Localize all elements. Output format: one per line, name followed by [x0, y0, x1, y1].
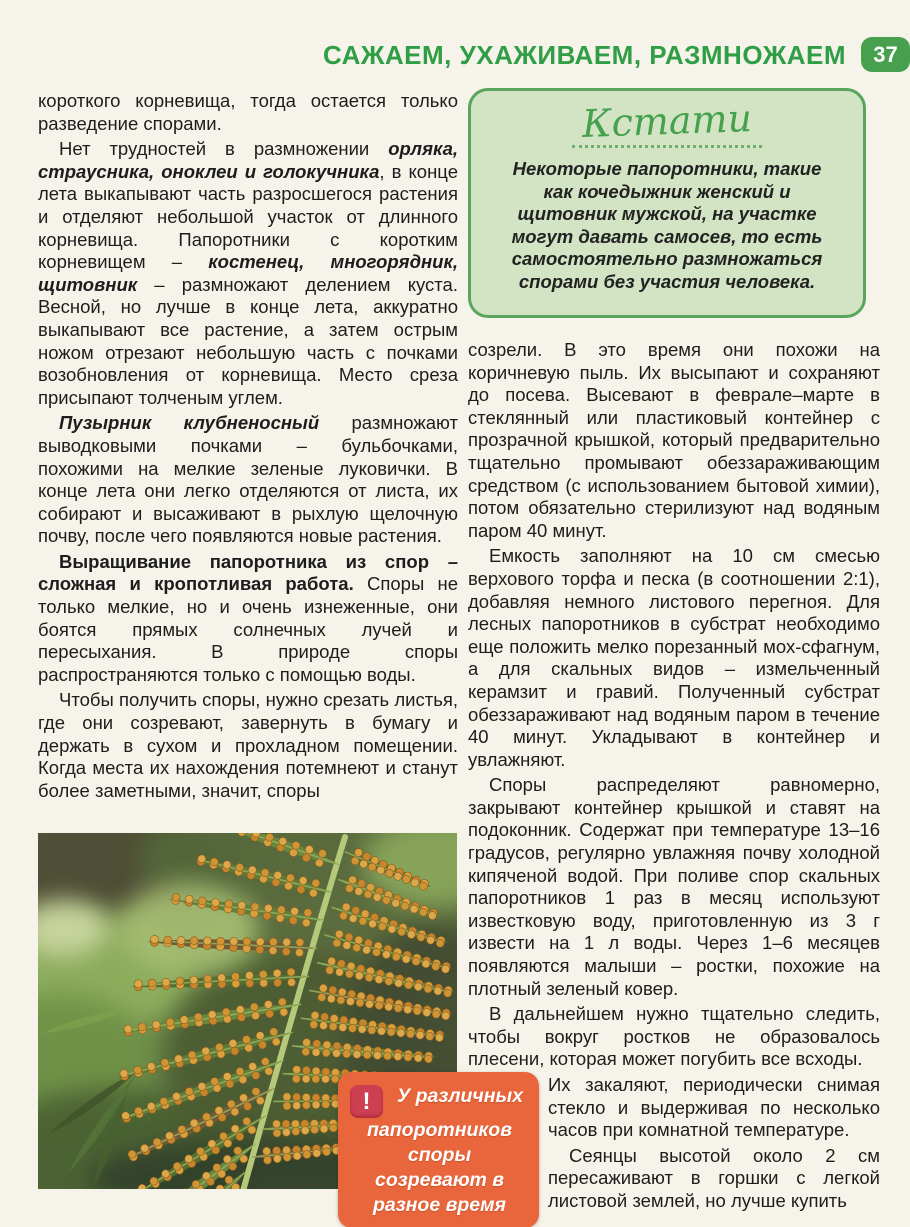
paragraph [468, 1003, 880, 1071]
text-run: созрели. В это время они похожи на коричневую пыль. Их высыпают и сохраняют до посева. Высевают в феврале–марте в стеклянный или пластиковый контейнер с прозрачной крышкой, который предварительно тщательно промывают обеззараживающим средством (с использованием бытовой химии), потом обязательно стерилизуют над водяным паром 40 минут. [468, 339, 880, 541]
text-run: Пузырник клубненосный [59, 412, 320, 434]
text-run: размножают выводковыми почками – бульбочками, похожими на мелкие зеленые луковички. В конце лета они легко отделяются от листа, их собирают и высаживают в рыхлую щелочную почву, после чего появляются новые растения. [38, 412, 458, 547]
page-number: 37 [873, 41, 898, 67]
paragraph [38, 412, 458, 548]
paragraph [38, 689, 458, 802]
warning-callout [338, 1072, 539, 1227]
aside-text: Некоторые папоротники, такие как кочедыжник женский и щитовник мужской, на участке могут давать самосев, то есть самостоятельно размножаться спорами без участия человека. [511, 158, 823, 292]
text-run: Их закаляют, периодически снимая стекло и выдерживая по несколько часов при комнатной температуре. [548, 1074, 880, 1141]
paragraph [38, 90, 458, 135]
right-column-wrapped [548, 1074, 880, 1213]
paragraph [548, 1074, 880, 1142]
text-run: Нет трудностей в размножении [59, 138, 389, 160]
text-run: В дальнейшем нужно тщательно следить, чтобы вокруг ростков не образовалось плесени, которая может погубить все всходы. [468, 1003, 880, 1070]
text-run: , в конце лета выкапывают часть разросшегося растения и отделяют небольшой участок от длинного корневища. Папоротники с коротким корневищем – [38, 160, 458, 273]
callout-text: У различных папоротников споры созревают в разное время [366, 1085, 524, 1216]
text-run: костенец, многорядник, щитовник [38, 251, 458, 295]
text-run: Сеянцы высотой около 2 см пересаживают в горшки с легкой листовой землей, но лучше купить [548, 1144, 880, 1211]
text-run: Выращивание папоротника из спор – сложная и кропотливая работа. [38, 550, 458, 595]
kstati-aside-box [468, 88, 866, 318]
right-column-top [468, 339, 880, 1071]
text-run: Емкость заполняют на 10 см смесью верхового торфа и песка (в соотношении 2:1), добавляя немного листового перегноя. Для лесных папоротников в субстрат необходимо еще положить мелко порезанный мох-сфагнум, а для скальных видов – измельченный керамзит и гравий. Полученный субстрат обеззараживают над водяным паром в течение 40 минут. Укладывают в контейнер и увлажняют. [468, 545, 880, 770]
paragraph [468, 545, 880, 771]
text-run: короткого корневища, тогда остается только разведение спорами. [38, 90, 458, 134]
paragraph [548, 1145, 880, 1213]
paragraph [468, 339, 880, 542]
left-text-column [38, 90, 458, 805]
text-run: Споры распределяют равномерно, закрывают контейнер крышкой и ставят на подоконник. Содержат при температуре 13–16 градусов, регулярно увлажняя почву холодной кипяченой водой. При поливе спор скальных папоротников 1 раз в месяц используют известковую воду, приготовленную из 3 г извести на 1 л воды. Через 1–6 месяцев появляются малыши – ростки, похожие на плотный зеленый ковер. [468, 774, 880, 999]
paragraph [38, 138, 458, 409]
text-run: орляка, страусника, оноклеи и голокучника [38, 138, 458, 182]
page-number-badge [861, 37, 910, 72]
paragraph [468, 774, 880, 1000]
text-run: Споры не только мелкие, но и очень изнеженные, они боятся прямых солнечных лучей и пересыхания. В природе споры распространяются только с помощью воды. [38, 573, 458, 685]
exclamation-icon: ! [350, 1085, 383, 1118]
page-header-title: САЖАЕМ, УХАЖИВАЕМ, РАЗМНОЖАЕМ [322, 40, 846, 70]
text-run: Чтобы получить споры, нужно срезать листья, где они созревают, завернуть в бумагу и держать в сухом и прохладном помещении. Когда места их нахождения потемнеют и станут более заметными, значит, споры [38, 689, 458, 801]
aside-title: Кстати [581, 96, 753, 146]
text-run: – размножают делением куста. Весной, но лучше в конце лета, аккуратно выкапывают все растение, а затем острым ножом отрезают небольшую часть с почками возобновления от корневища. Место среза присыпают толченым углем. [38, 273, 458, 408]
dotted-divider [572, 145, 762, 148]
paragraph [38, 551, 458, 687]
